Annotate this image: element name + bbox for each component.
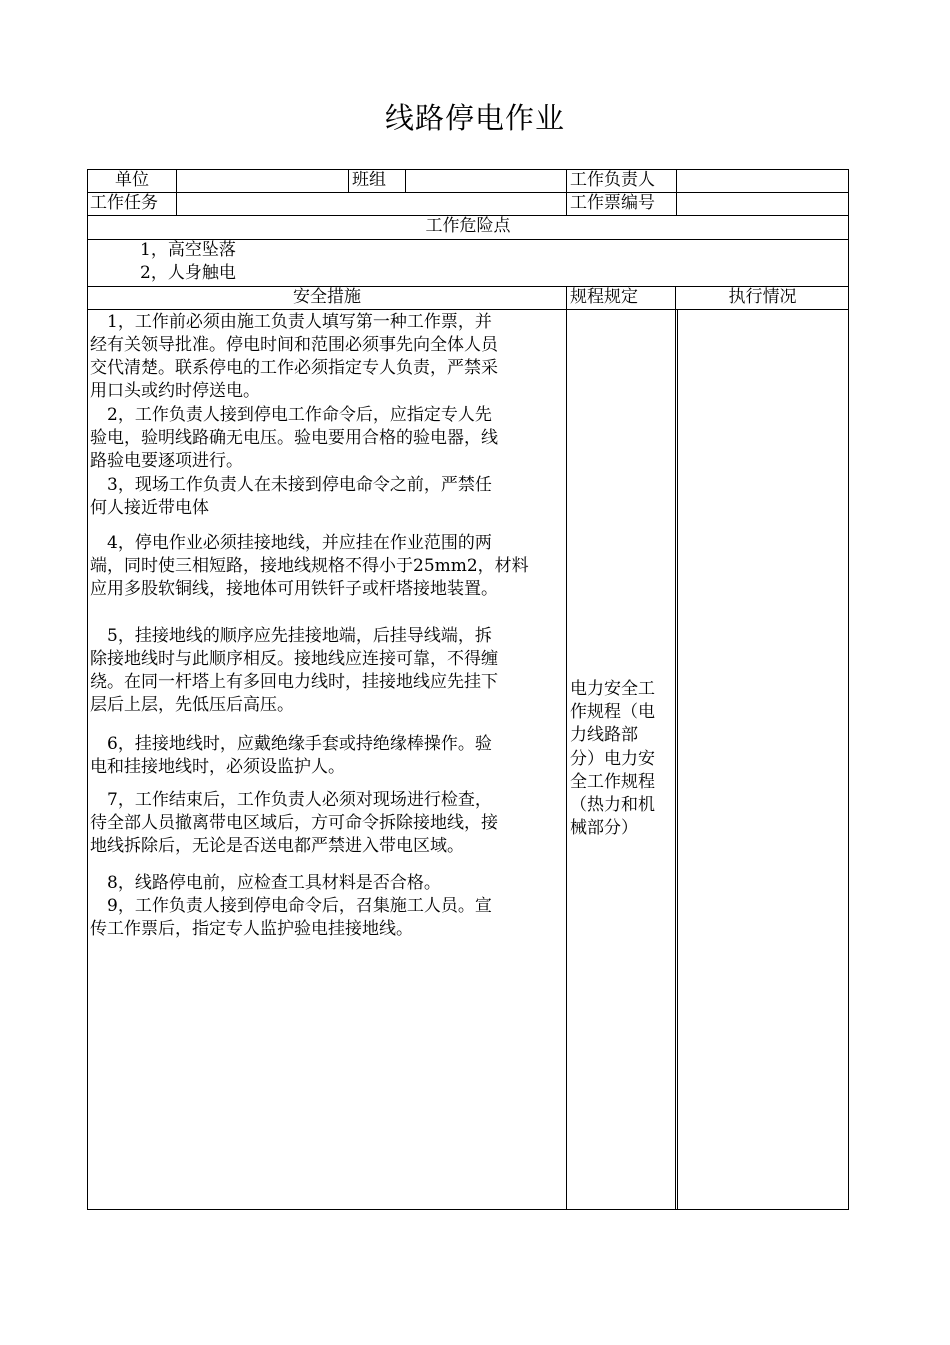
- regulation-line: 电力安全工: [570, 679, 655, 699]
- measure-line: 端，同时使三相短路，接地线规格不得小于25mm2，材料: [90, 556, 529, 576]
- ticket-label: 工作票编号: [570, 193, 655, 213]
- measure-paragraph: [90, 872, 570, 941]
- unit-value[interactable]: [178, 169, 348, 192]
- measure-line: 除接地线时与此顺序相反。接地线应连接可靠，不得缠: [90, 649, 498, 669]
- measure-line: 待全部人员撤离带电区域后，方可命令拆除接地线，接: [90, 813, 498, 833]
- measure-line: 绕。在同一杆塔上有多回电力线时，挂接地线应先挂下: [90, 672, 498, 692]
- regulations-text: [570, 678, 674, 840]
- regulations-column-header: 规程规定: [570, 287, 638, 307]
- ticket-value[interactable]: [678, 192, 848, 215]
- measure-line: 电和挂接地线时，必须设监护人。: [90, 757, 345, 777]
- measure-line: 5，挂接地线的顺序应先挂接地端，后挂导线端，拆: [90, 626, 492, 646]
- measure-line: 传工作票后，指定专人监护验电挂接地线。: [90, 919, 413, 939]
- regulation-line: 作规程（电: [570, 702, 655, 723]
- page-title: 线路停电作业: [384, 101, 565, 135]
- measure-line: 层后上层，先低压后高压。: [90, 695, 294, 715]
- leader-value[interactable]: [678, 169, 848, 192]
- execution-column-header: 执行情况: [728, 287, 797, 307]
- measure-line: 地线拆除后，无论是否送电都严禁进入带电区域。: [90, 836, 464, 856]
- execution-cell[interactable]: [680, 312, 846, 1207]
- team-value[interactable]: [407, 169, 566, 192]
- task-value[interactable]: [178, 192, 566, 215]
- measure-line: 应用多股软铜线，接地体可用铁钎子或杆塔接地装置。: [90, 579, 498, 599]
- hazards-heading: 工作危险点: [425, 216, 511, 236]
- measure-line: 用口头或约时停送电。: [90, 381, 260, 401]
- measure-paragraph: [90, 532, 570, 601]
- measure-paragraph: [90, 789, 570, 858]
- measure-line: 1，工作前必须由施工负责人填写第一种工作票，并: [90, 312, 492, 332]
- measure-paragraph: [90, 625, 570, 717]
- measure-paragraph: [90, 733, 570, 779]
- regulation-line: 械部分）: [570, 818, 638, 839]
- team-label: 班组: [352, 170, 386, 190]
- measure-line: 2，工作负责人接到停电工作命令后，应指定专人先: [90, 405, 492, 425]
- measure-line: 7，工作结束后，工作负责人必须对现场进行检查，: [90, 790, 492, 810]
- measure-line: 4，停电作业必须挂接地线，并应挂在作业范围的两: [90, 533, 492, 553]
- hazard-item-1: 1，高空坠落: [140, 240, 236, 260]
- measure-line: 8，线路停电前，应检查工具材料是否合格。: [90, 873, 441, 893]
- measure-line: 9，工作负责人接到停电命令后，召集施工人员。宣: [90, 896, 492, 916]
- regulation-line: （热力和机: [570, 795, 655, 816]
- measure-line: 6，挂接地线时，应戴绝缘手套或持绝缘棒操作。验: [90, 734, 492, 754]
- measure-paragraph: [90, 311, 570, 403]
- regulation-line: 分）电力安: [570, 748, 655, 769]
- regulation-line: 全工作规程: [570, 771, 655, 792]
- measure-line: 经有关领导批准。停电时间和范围必须事先向全体人员: [90, 335, 498, 355]
- hazard-item-2: 2，人身触电: [140, 263, 236, 283]
- measure-line: 路验电要逐项进行。: [90, 451, 243, 471]
- measure-line: 3，现场工作负责人在未接到停电命令之前，严禁任: [90, 475, 492, 495]
- task-label: 工作任务: [90, 193, 158, 213]
- measure-paragraph: [90, 404, 570, 473]
- unit-label: 单位: [115, 170, 149, 190]
- measure-line: 验电，验明线路确无电压。验电要用合格的验电器，线: [90, 428, 498, 448]
- measure-paragraph: [90, 474, 570, 520]
- measure-line: 何人接近带电体: [90, 498, 209, 518]
- regulation-line: 力线路部: [570, 725, 638, 746]
- leader-label: 工作负责人: [570, 170, 655, 190]
- measures-column-header: 安全措施: [293, 287, 361, 307]
- measure-line: 交代清楚。联系停电的工作必须指定专人负责，严禁采: [90, 358, 498, 378]
